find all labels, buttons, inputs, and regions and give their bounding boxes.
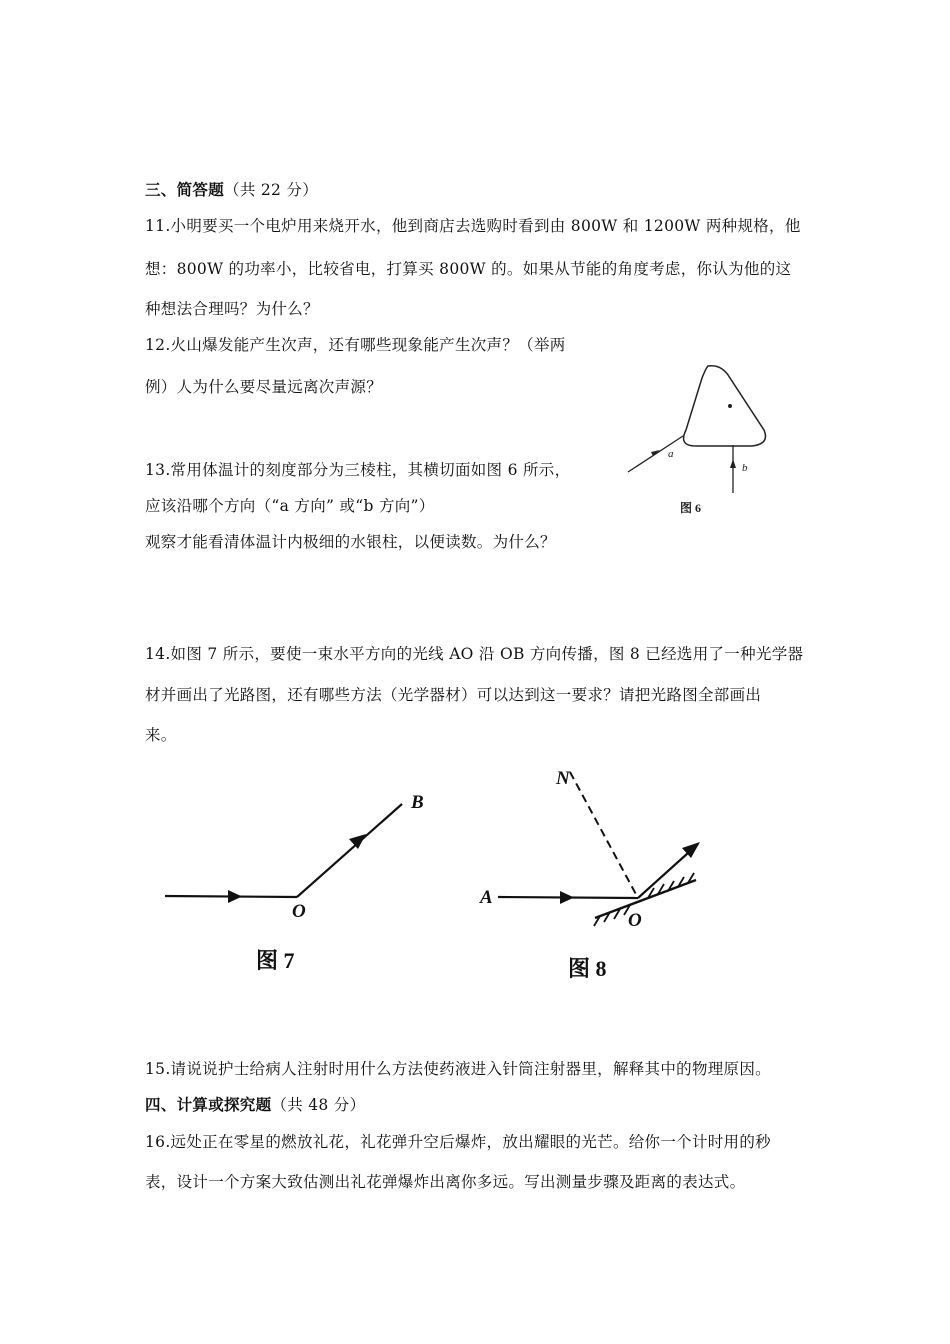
prism-cross-section <box>684 366 766 446</box>
outgoing-ray <box>297 804 402 897</box>
q15-line-1: 15.请说说护士给病人注射时用什么方法使药液进入针筒注射器里，解释其中的物理原因。 <box>145 1060 771 1078</box>
direction-b-arrow <box>730 459 736 468</box>
section-note: （共 22 分） <box>224 181 318 199</box>
section-heading-3 <box>145 178 318 200</box>
label-o: O <box>628 910 642 931</box>
figure-7-caption: 图 7 <box>256 948 295 973</box>
q13-line-3: 观察才能看清体温计内极细的水银柱，以便读数。为什么？ <box>145 533 556 551</box>
section-title: 四、计算或探究题 <box>145 1095 272 1114</box>
incident-ray-arrow <box>228 890 242 903</box>
q12-line-2: 例）人为什么要尽量远离次声源？ <box>145 378 383 396</box>
label-b: b <box>742 462 748 474</box>
q12-line-1: 12.火山爆发能产生次声，还有哪些现象能产生次声？（举两 <box>145 336 566 354</box>
label-a: a <box>668 448 674 460</box>
q14-line-1: 14.如图 7 所示，要使一束水平方向的光线 AO 沿 OB 方向传播，图 8 已经选用了一种光学器 <box>145 645 804 663</box>
label-o: O <box>292 901 306 922</box>
center-dot <box>728 404 732 408</box>
figure-8 <box>470 760 730 1010</box>
q11-line-3: 种想法合理吗？为什么？ <box>145 300 319 318</box>
q11-line-1: 11.小明要买一个电炉用来烧开水，他到商店去选购时看到由 800W 和 1200W 两种规格，他 <box>145 217 801 235</box>
figure-8-caption: 图 8 <box>568 956 607 981</box>
label-a: A <box>480 887 493 908</box>
label-n: N <box>556 768 570 789</box>
q16-line-1: 16.远处正在零星的燃放礼花，礼花弹升空后爆炸，放出耀眼的光芒。给你一个计时用的秒 <box>145 1133 771 1151</box>
q13-line-2: 应该沿哪个方向（“a 方向” 或“b 方向”） <box>145 497 435 515</box>
figure-7 <box>150 780 450 990</box>
direction-a-arrow <box>651 450 660 456</box>
section-heading-4 <box>145 1093 365 1115</box>
q16-line-2: 表，设计一个方案大致估测出礼花弹爆炸出离你多远。写出测量步骤及距离的表达式。 <box>145 1173 746 1191</box>
q11-line-2: 想：800W 的功率小，比较省电，打算买 800W 的。如果从节能的角度考虑，你认为他的这 <box>145 260 792 278</box>
q13-line-1: 13.常用体温计的刻度部分为三棱柱，其横切面如图 6 所示， <box>145 461 571 479</box>
figure-6-caption: 图 6 <box>680 501 702 515</box>
normal-line <box>570 772 638 898</box>
direction-a-line <box>628 436 683 472</box>
label-b: B <box>411 792 424 813</box>
section-note: （共 48 分） <box>271 1096 366 1114</box>
incident-ray-arrow <box>560 891 574 904</box>
q14-line-3: 来。 <box>145 726 177 744</box>
outgoing-ray-arrow <box>349 834 366 849</box>
figure-6 <box>620 360 770 530</box>
section-title: 三、简答题 <box>145 180 225 199</box>
q14-line-2: 材并画出了光路图，还有哪些方法（光学器材）可以达到这一要求？请把光路图全部画出 <box>145 686 762 704</box>
